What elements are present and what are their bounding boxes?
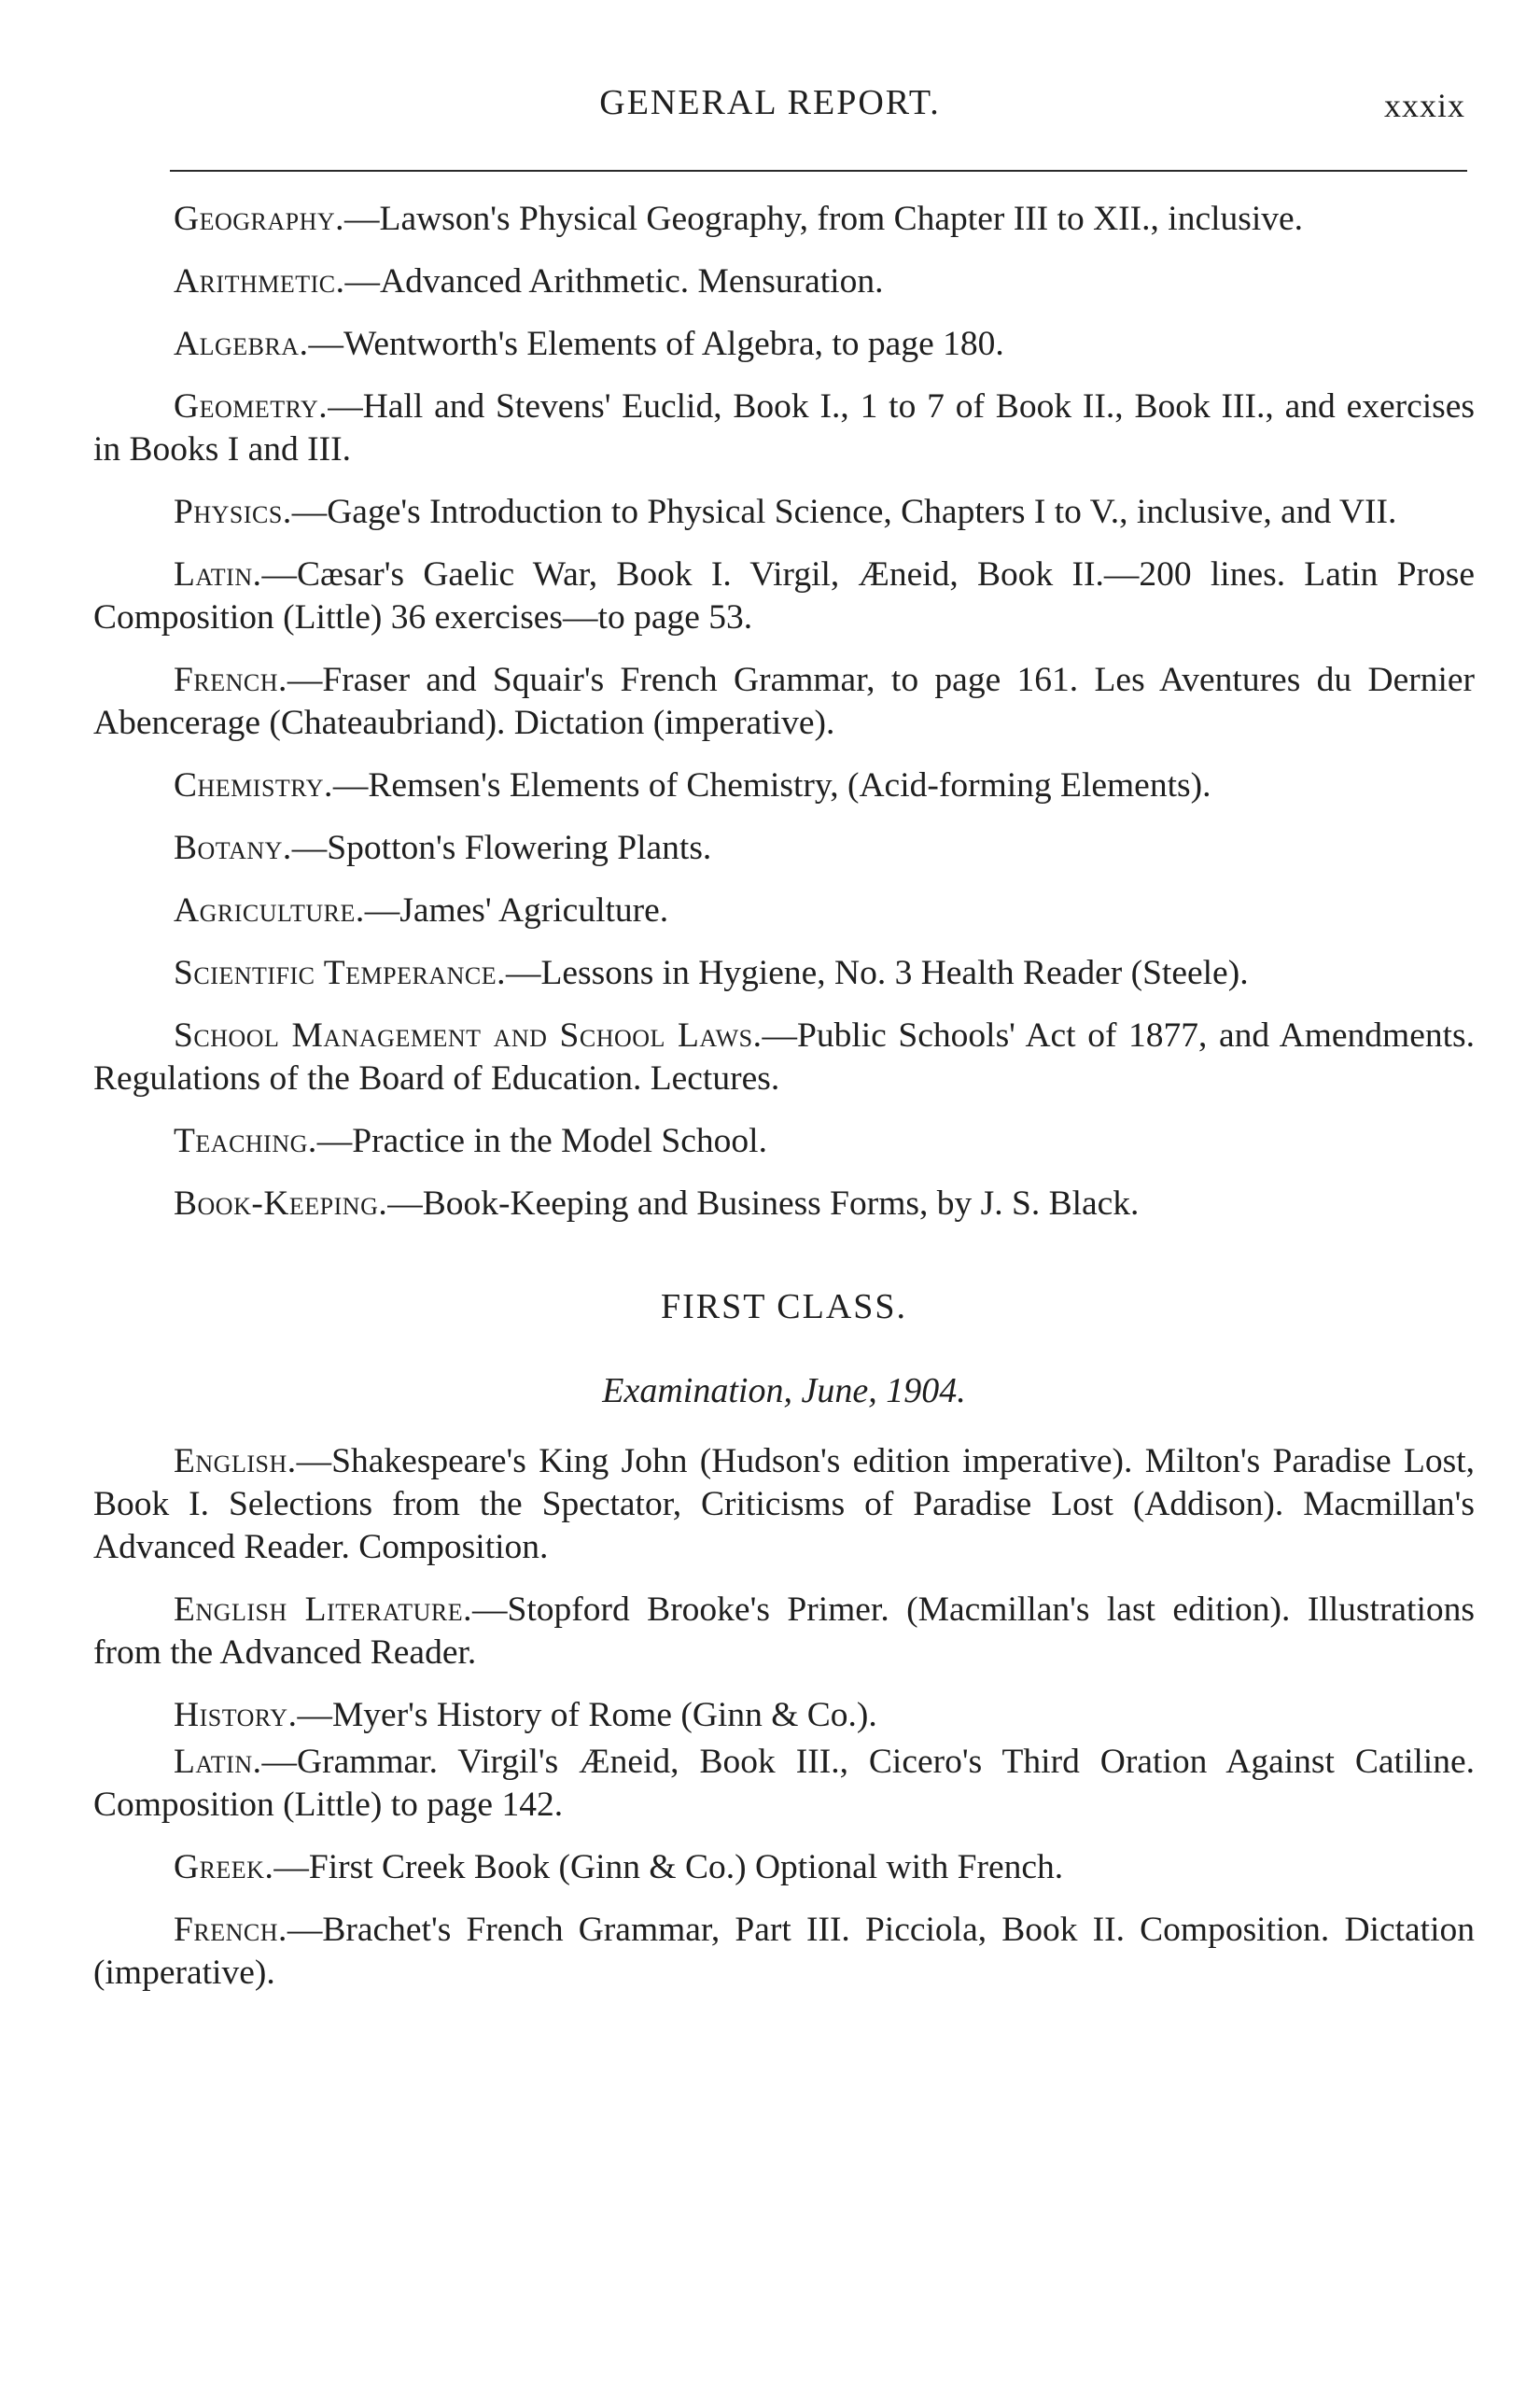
- subject-label: Physics.: [174, 493, 292, 531]
- subject-label: Agriculture.: [174, 891, 365, 930]
- page-number: xxxix: [1383, 87, 1465, 124]
- page-header: [0, 82, 1540, 138]
- subject-label: Scientific Temperance.: [174, 954, 506, 992]
- section-subheading: Examination, June, 1904.: [602, 1371, 966, 1410]
- subject-label: Latin.: [174, 1743, 262, 1781]
- entry-french-first-class: [93, 1909, 1475, 1995]
- entry-text: —Practice in the Model School.: [316, 1122, 767, 1160]
- entry-algebra: [93, 323, 1475, 366]
- entry-text: —Gage's Introduction to Physical Science, Chapters I to V., inclusive, and VII.: [291, 493, 1397, 531]
- entry-botany: [93, 827, 1475, 870]
- entry-school-management: [93, 1015, 1475, 1100]
- entry-text: —Lawson's Physical Geography, from Chapter III to XII., inclusive.: [344, 200, 1304, 238]
- entry-text: —First Creek Book (Ginn & Co.) Optional with French.: [273, 1848, 1064, 1886]
- subject-label: French.: [174, 1911, 287, 1949]
- entry-geometry: [93, 385, 1475, 471]
- subject-label: Botany.: [174, 829, 292, 867]
- subject-label: Chemistry.: [174, 766, 333, 805]
- entry-text: —Hall and Stevens' Euclid, Book I., 1 to 7 of Book II., Book III., and exercises in Books I and III.: [93, 387, 1475, 469]
- subject-label: English Literature.: [174, 1590, 472, 1629]
- entry-book-keeping: [93, 1183, 1475, 1226]
- subject-label: Geography.: [174, 200, 345, 238]
- entry-english: [93, 1440, 1475, 1569]
- entry-english-literature: [93, 1589, 1475, 1674]
- subject-label: Arithmetic.: [174, 262, 345, 301]
- entry-latin-first-class: [93, 1741, 1475, 1827]
- entry-geography: [93, 198, 1475, 241]
- section-heading: FIRST CLASS.: [660, 1287, 908, 1326]
- entry-teaching: [93, 1120, 1475, 1163]
- subject-label: School Management and School Laws.: [174, 1016, 763, 1055]
- entry-history: [93, 1694, 1475, 1737]
- entry-text: —Brachet's French Grammar, Part III. Picciola, Book II. Composition. Dictation (imperative).: [93, 1911, 1475, 1992]
- subject-label: Latin.: [174, 555, 262, 594]
- entry-agriculture: [93, 890, 1475, 932]
- subject-label: Greek.: [174, 1848, 274, 1886]
- page-body: [93, 198, 1475, 2014]
- entry-text: —Book-Keeping and Business Forms, by J. S. Black.: [387, 1184, 1140, 1223]
- entry-text: —Public Schools' Act of 1877, and Amendments. Regulations of the Board of Education. Lectures.: [93, 1016, 1475, 1098]
- entry-latin: [93, 553, 1475, 639]
- entry-physics: [93, 491, 1475, 534]
- entry-text: —Remsen's Elements of Chemistry, (Acid-forming Elements).: [332, 766, 1211, 805]
- entry-greek: [93, 1846, 1475, 1889]
- entry-chemistry: [93, 764, 1475, 807]
- subject-label: Geometry.: [174, 387, 329, 426]
- entry-text: —Fraser and Squair's French Grammar, to page 161. Les Aventures du Dernier Abencerage (Chateaubriand). Dictation (imperative).: [93, 661, 1475, 742]
- header-rule: [170, 170, 1467, 172]
- entry-text: —Myer's History of Rome (Ginn & Co.).: [297, 1696, 877, 1734]
- entry-arithmetic: [93, 260, 1475, 303]
- entry-text: —Lessons in Hygiene, No. 3 Health Reader (Steele).: [505, 954, 1249, 992]
- entry-text: —Stopford Brooke's Primer. (Macmillan's last edition). Illustrations from the Advanced Reader.: [93, 1590, 1475, 1672]
- entry-scientific-temperance: [93, 952, 1475, 995]
- entry-text: —Spotton's Flowering Plants.: [291, 829, 712, 867]
- subject-label: English.: [174, 1442, 297, 1480]
- entry-text: —Grammar. Virgil's Æneid, Book III., Cicero's Third Oration Against Catiline. Composition (Little) to page 142.: [93, 1743, 1475, 1824]
- subject-label: History.: [174, 1696, 298, 1734]
- entry-text: —Shakespeare's King John (Hudson's edition imperative). Milton's Paradise Lost, Book I. Selections from the Spectator, Criticisms of Paradise Lost (Addison). Macmillan's Advanced Reader. Composition.: [93, 1442, 1475, 1566]
- entry-french: [93, 659, 1475, 745]
- subject-label: Teaching.: [174, 1122, 317, 1160]
- running-title: GENERAL REPORT.: [599, 83, 941, 122]
- entry-text: —Advanced Arithmetic. Mensuration.: [344, 262, 884, 301]
- subject-label: French.: [174, 661, 287, 699]
- entry-text: —James' Agriculture.: [364, 891, 669, 930]
- entry-text: —Cæsar's Gaelic War, Book I. Virgil, Æneid, Book II.—200 lines. Latin Prose Composition (Little) 36 exercises—to page 53.: [93, 555, 1475, 637]
- subject-label: Book-Keeping.: [174, 1184, 388, 1223]
- entry-text: —Wentworth's Elements of Algebra, to page 180.: [308, 325, 1004, 363]
- subject-label: Algebra.: [174, 325, 309, 363]
